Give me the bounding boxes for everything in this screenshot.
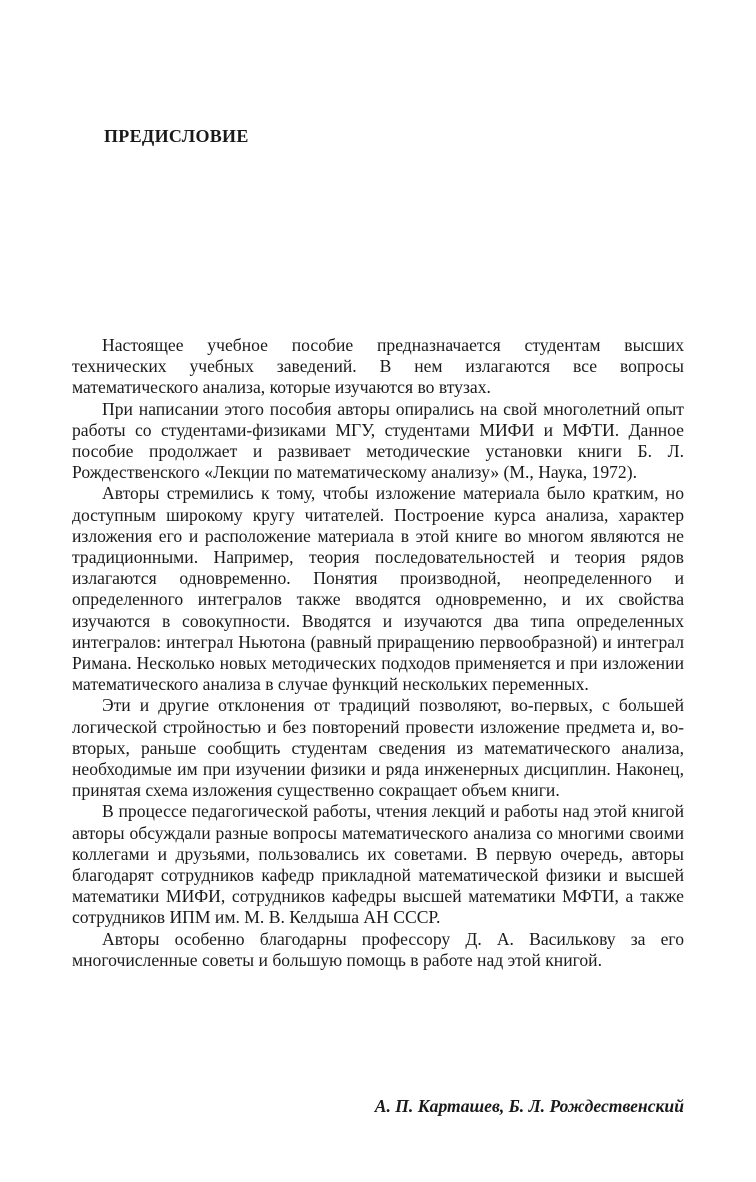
page-title: ПРЕДИСЛОВИЕ (104, 126, 249, 146)
paragraph: При написании этого пособия авторы опирались на свой многолетний опыт работы со студентами-физиками МГУ, студентами МИФИ и МФТИ. Данное пособие продолжает и развивает методические установки книги Б. Л. Рождественского «Лекции по математическому анализу» (М., Наука, 1972). (72, 398, 684, 483)
paragraph: В процессе педагогической работы, чтения лекций и работы над этой книгой авторы обсуждали разные вопросы математического анализа со многими своими коллегами и друзьями, пользовались их советами. В первую очередь, авторы благодарят сотрудников кафедр прикладной математической физики и высшей математики МИФИ, сотрудников кафедры высшей математики МФТИ, а также сотрудников ИПМ им. М. В. Келдыша АН СССР. (72, 801, 684, 928)
paragraph: Эти и другие отклонения от традиций позволяют, во-первых, с большей логической стройностью и без повторений провести изложение предмета и, во-вторых, раньше сообщить студентам сведения из математического анализа, необходимые им при изучении физики и ряда инженерных дисциплин. Наконец, принятая схема изложения существенно сокращает объем книги. (72, 695, 684, 801)
preface-body (72, 335, 684, 971)
paragraph: Авторы стремились к тому, чтобы изложение материала было кратким, но доступным широкому кругу читателей. Построение курса анализа, характер изложения его и расположение материала в этой книге во многом являются не традиционными. Например, теория последовательностей и теория рядов излагаются одновременно. Понятия производной, неопределенного и определенного интегралов также вводятся одновременно, и их свойства изучаются в совокупности. Вводятся и изучаются два типа определенных интегралов: интеграл Ньютона (равный приращению первообразной) и интеграл Римана. Несколько новых методических подходов применяется и при изложении математического анализа в случае функций нескольких переменных. (72, 483, 684, 695)
paragraph: Авторы особенно благодарны профессору Д. А. Василькову за его многочисленные советы и большую помощь в работе над этой книгой. (72, 928, 684, 970)
authors-signature: А. П. Карташев, Б. Л. Рождественский (374, 1096, 684, 1116)
paragraph: Настоящее учебное пособие предназначается студентам высших технических учебных заведений. В нем излагаются все вопросы математического анализа, которые изучаются во втузах. (72, 335, 684, 398)
